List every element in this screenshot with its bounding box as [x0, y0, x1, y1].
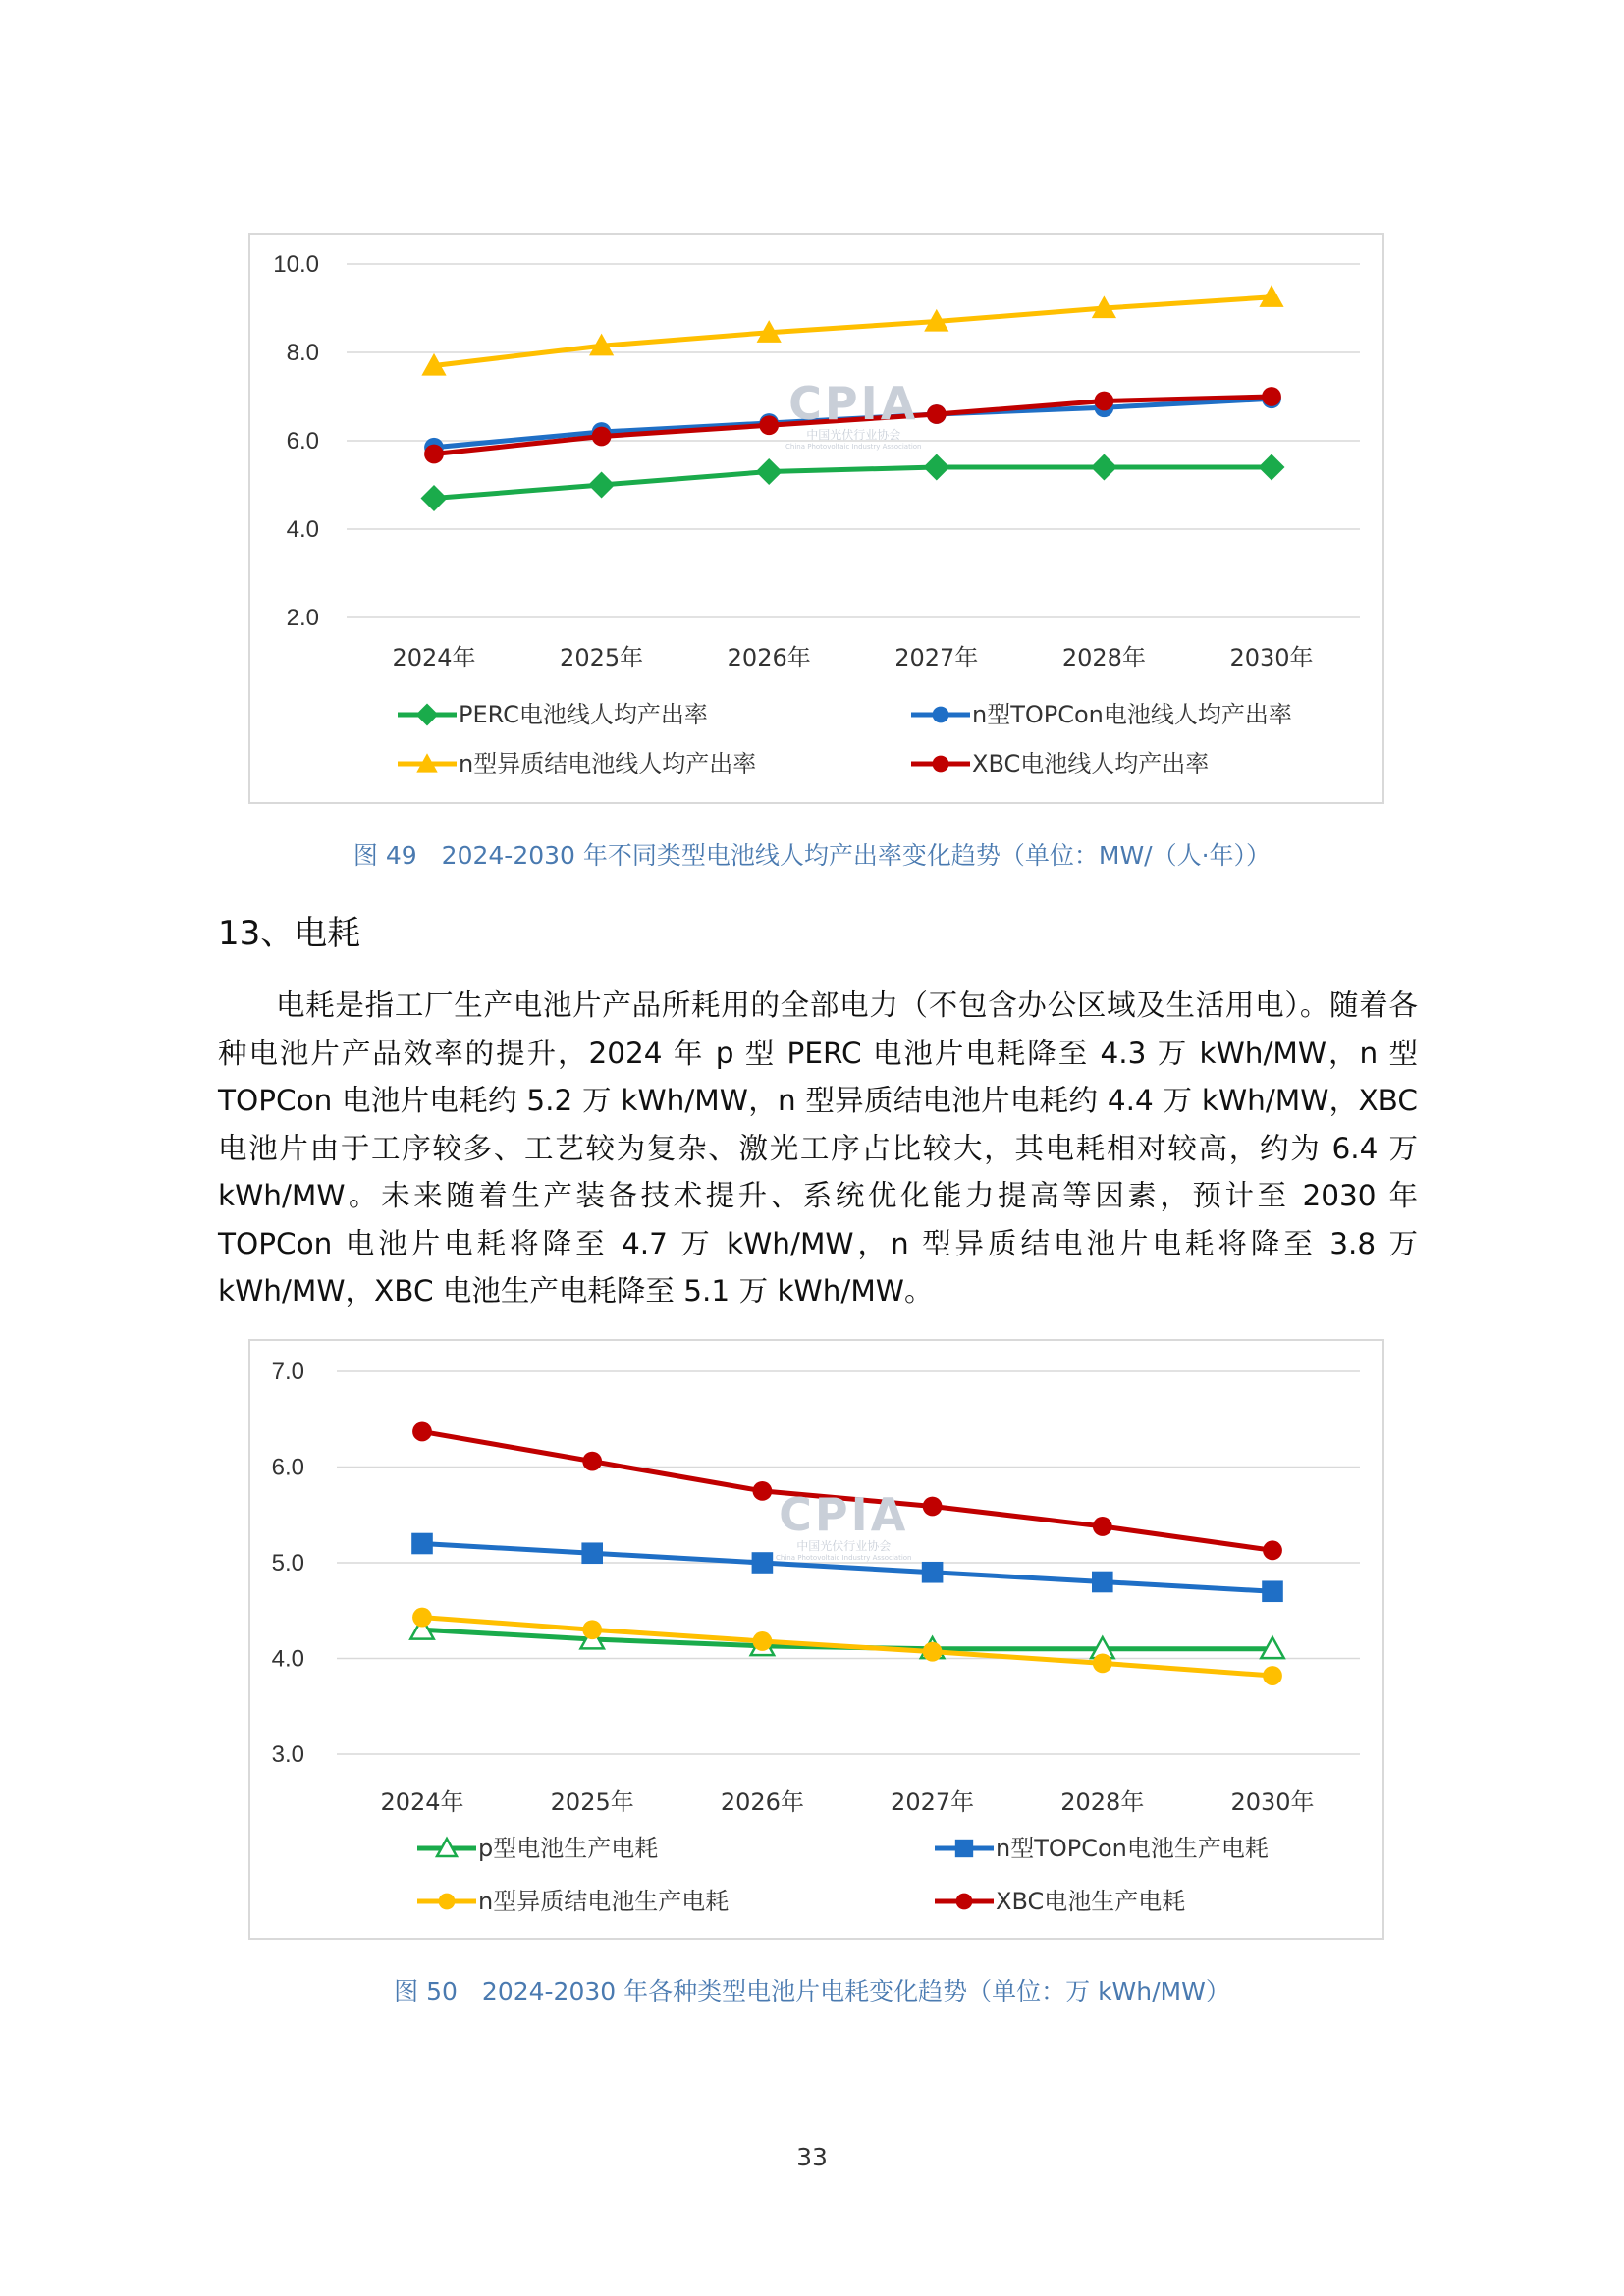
- x-tick-label: 2024年: [380, 1789, 464, 1816]
- data-point: [421, 485, 448, 511]
- figure-50-caption: 图 50 2024-2030 年各种类型电池片电耗变化趋势（单位：万 kWh/MW）: [394, 1977, 1230, 2005]
- data-point: [588, 472, 615, 499]
- x-tick-label: 2028年: [1060, 1789, 1145, 1816]
- legend-label: XBC电池线人均产出率: [972, 750, 1210, 777]
- data-point: [752, 1552, 774, 1574]
- data-point: [1091, 454, 1117, 481]
- data-point: [923, 1497, 943, 1517]
- series-line: [434, 297, 1272, 366]
- x-tick-label: 2024年: [392, 644, 476, 671]
- legend-marker: [933, 707, 949, 723]
- x-tick-label: 2027年: [891, 1789, 975, 1816]
- x-tick-label: 2030年: [1230, 1789, 1315, 1816]
- watermark-cn-text: 中国光伏行业协会: [806, 428, 901, 442]
- data-point: [1093, 1653, 1112, 1673]
- legend-label: n型异质结电池线人均产出率: [459, 750, 757, 777]
- legend-label: n型异质结电池生产电耗: [478, 1888, 730, 1915]
- watermark-logo-text: CPIA: [788, 377, 919, 430]
- data-point: [756, 458, 783, 485]
- y-tick-label: 7.0: [271, 1359, 304, 1385]
- y-tick-label: 8.0: [286, 340, 319, 366]
- data-point: [412, 1422, 432, 1442]
- y-tick-label: 6.0: [271, 1454, 304, 1481]
- chart-power-consumption-svg: [250, 1341, 1386, 1942]
- series-line: [434, 467, 1272, 499]
- y-tick-label: 6.0: [286, 428, 319, 454]
- x-tick-label: 2028年: [1061, 644, 1146, 671]
- data-point: [923, 454, 949, 481]
- data-point: [411, 1533, 433, 1555]
- section-heading: 13、电耗: [218, 914, 361, 953]
- legend-marker: [933, 756, 949, 773]
- watermark-en-text: China Photovoltaic Industry Association: [776, 1554, 912, 1562]
- legend-label: XBC电池生产电耗: [996, 1888, 1186, 1915]
- data-point: [1092, 1572, 1113, 1593]
- body-paragraph: 电耗是指工厂生产电池片产品所耗用的全部电力（不包含办公区域及生活用电）。随着各种电池片产品效率的提升，2024 年 p 型 PERC 电池片电耗降至 4.3 万 kWh/MW，n 型 TOPCon 电池片电耗约 5.2 万 kWh/MW，n 型异质结电池片电耗约 4.4 万 kWh/MW，XBC 电池片由于工序较多、工艺较为复杂、激光工序占比较大，其电耗相对较高，约为 6.4 万 kWh/MW。未来随着生产装备技术提升、系统优化能力提高等因素，预计至 2030 年 TOPCon 电池片电耗将降至 4.7 万 kWh/MW，n 型异质结电池片电耗将降至 3.8 万 kWh/MW，XBC 电池生产电耗降至 5.1 万 kWh/MW。: [218, 988, 1418, 1308]
- y-tick-label: 4.0: [286, 516, 319, 543]
- y-tick-label: 3.0: [271, 1741, 304, 1768]
- chart-per-capita-output: [248, 233, 1384, 804]
- figure-49-caption: 图 49 2024-2030 年不同类型电池线人均产出率变化趋势（单位：MW/（人·年））: [352, 841, 1272, 870]
- legend-marker: [416, 704, 439, 726]
- data-point: [582, 1620, 602, 1639]
- watermark-en-text: China Photovoltaic Industry Association: [785, 443, 922, 451]
- legend-label: PERC电池线人均产出率: [459, 701, 708, 728]
- data-point: [592, 427, 612, 447]
- data-point: [412, 1608, 432, 1628]
- page-number: 33: [796, 2143, 828, 2171]
- data-point: [1262, 1580, 1283, 1602]
- data-point: [922, 1562, 944, 1583]
- data-point: [582, 1452, 602, 1471]
- cpia-watermark: [776, 1488, 912, 1562]
- legend-label: n型TOPCon电池线人均产出率: [972, 701, 1292, 728]
- chart-per-capita-output-svg: [250, 235, 1386, 806]
- data-point: [1259, 454, 1285, 481]
- x-tick-label: 2027年: [894, 644, 979, 671]
- legend-label: p型电池生产电耗: [478, 1835, 659, 1862]
- data-point: [1262, 387, 1281, 406]
- x-tick-label: 2026年: [727, 644, 811, 671]
- data-point: [1263, 1540, 1282, 1560]
- x-tick-label: 2026年: [720, 1789, 804, 1816]
- data-point: [1093, 1517, 1112, 1536]
- watermark-logo-text: CPIA: [779, 1488, 909, 1541]
- y-tick-label: 5.0: [271, 1550, 304, 1576]
- legend-marker: [439, 1894, 456, 1910]
- data-point: [923, 1642, 943, 1662]
- x-tick-label: 2025年: [560, 644, 644, 671]
- data-point: [581, 1542, 603, 1564]
- chart-power-consumption: [248, 1339, 1384, 1940]
- data-point: [1095, 392, 1114, 411]
- data-point: [927, 404, 947, 424]
- legend-marker: [955, 1840, 973, 1857]
- y-tick-label: 2.0: [286, 605, 319, 631]
- watermark-cn-text: 中国光伏行业协会: [796, 1539, 892, 1553]
- y-tick-label: 10.0: [273, 251, 319, 278]
- legend-label: n型TOPCon电池生产电耗: [996, 1835, 1269, 1862]
- data-point: [1263, 1666, 1282, 1685]
- data-point: [753, 1631, 773, 1651]
- cpia-watermark: [785, 377, 922, 451]
- data-point: [753, 1481, 773, 1501]
- data-point: [424, 445, 444, 464]
- y-tick-label: 4.0: [271, 1645, 304, 1673]
- data-point: [759, 415, 779, 435]
- x-tick-label: 2025年: [550, 1789, 634, 1816]
- legend-marker: [956, 1894, 973, 1910]
- x-tick-label: 2030年: [1229, 644, 1314, 671]
